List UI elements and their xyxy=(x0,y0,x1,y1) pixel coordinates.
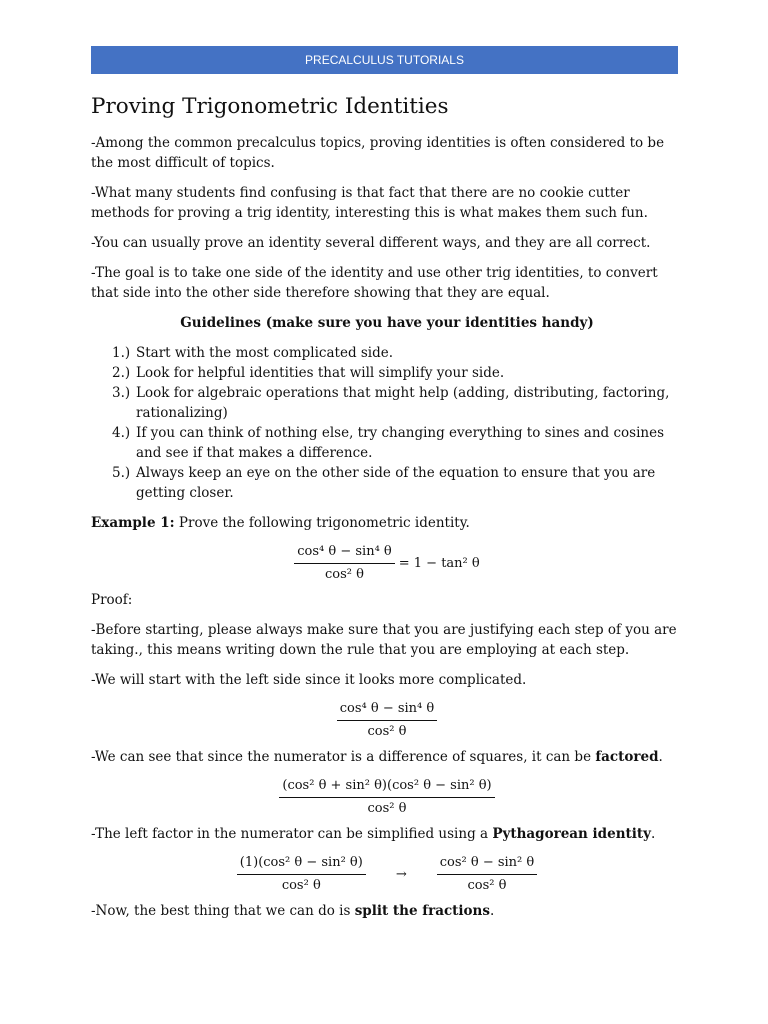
example-text: Prove the following trigonometric identity. xyxy=(174,515,470,531)
example-label: Example 1: xyxy=(91,515,175,531)
guideline-number: 4.) xyxy=(112,425,131,441)
equation-identity xyxy=(91,543,683,584)
fraction-numerator: cos⁴ θ − sin⁴ θ xyxy=(294,543,394,564)
intro-paragraph-1: -Among the common precalculus topics, proving identities is often considered to be the most difficult of topics. xyxy=(91,135,665,171)
guidelines-heading: Guidelines (make sure you have your identities handy) xyxy=(180,315,594,331)
guideline-text: If you can think of nothing else, try changing everything to sines and cosines and see if that makes a difference. xyxy=(136,425,665,461)
intro-paragraph-2: -What many students find confusing is that fact that there are no cookie cutter methods for proving a trig identity, interesting this is what makes them such fun. xyxy=(91,185,648,221)
fraction-denominator: cos² θ xyxy=(281,878,321,893)
equation-rhs: = 1 − tan² θ xyxy=(398,555,480,571)
text-segment: -Now, the best thing that we can do is xyxy=(91,903,355,919)
paragraph-split xyxy=(91,901,683,921)
fraction xyxy=(294,543,394,584)
fraction-numerator: cos² θ − sin² θ xyxy=(437,854,537,875)
fraction-numerator: (cos² θ + sin² θ)(cos² θ − sin² θ) xyxy=(279,777,494,798)
fraction-denominator: cos² θ xyxy=(367,801,407,816)
equation-simplified xyxy=(91,854,683,895)
fraction xyxy=(337,700,437,741)
page-title: Proving Trigonometric Identities xyxy=(91,94,449,119)
fraction-numerator: (1)(cos² θ − sin² θ) xyxy=(237,854,366,875)
text-segment: . xyxy=(658,749,663,765)
intro-paragraph-3: -You can usually prove an identity several different ways, and they are all correct. xyxy=(91,235,651,251)
guideline-number: 2.) xyxy=(112,365,131,381)
right-arrow-icon: → xyxy=(395,866,407,882)
guideline-number: 3.) xyxy=(112,385,131,401)
text-segment: . xyxy=(650,826,656,842)
equation-left-side xyxy=(91,700,683,741)
keyword-pythagorean-identity: Pythagorean identity xyxy=(492,826,651,842)
keyword-split-fractions: split the fractions xyxy=(354,903,490,919)
document-body xyxy=(91,92,683,931)
fraction-numerator: cos⁴ θ − sin⁴ θ xyxy=(337,700,437,721)
guidelines-list xyxy=(91,343,683,503)
text-segment: . xyxy=(489,903,495,919)
proof-label: Proof: xyxy=(91,592,133,608)
text-segment: -The left factor in the numerator can be simplified using a xyxy=(91,826,493,842)
guideline-item xyxy=(91,343,683,363)
example-1-statement xyxy=(91,513,683,533)
guideline-text: Always keep an eye on the other side of the equation to ensure that you are getting closer. xyxy=(136,465,656,501)
guideline-item xyxy=(91,463,683,503)
fraction xyxy=(279,777,494,818)
paragraph-factored xyxy=(91,747,683,767)
guideline-text: Look for algebraic operations that might help (adding, distributing, factoring, rationalizing) xyxy=(136,385,670,421)
guideline-number: 1.) xyxy=(112,345,131,361)
fraction xyxy=(237,854,366,895)
fraction-denominator: cos² θ xyxy=(325,567,364,582)
guideline-item xyxy=(91,423,683,463)
guideline-item xyxy=(91,383,683,423)
text-segment: -We can see that since the numerator is a difference of squares, it can be xyxy=(91,749,596,765)
fraction-denominator: cos² θ xyxy=(367,724,407,739)
intro-paragraph-4: -The goal is to take one side of the identity and use other trig identities, to convert that side into the other side therefore showing that they are equal. xyxy=(91,265,658,301)
fraction xyxy=(437,854,537,895)
paragraph-justify: -Before starting, please always make sure that you are justifying each step of you are taking., this means writing down the rule that you are employing at each step. xyxy=(91,622,677,658)
fraction-denominator: cos² θ xyxy=(467,878,507,893)
keyword-factored: factored xyxy=(595,749,659,765)
guideline-item xyxy=(91,363,683,383)
guideline-text: Look for helpful identities that will simplify your side. xyxy=(136,365,505,381)
page-header xyxy=(91,46,678,74)
equation-factored xyxy=(91,777,683,818)
paragraph-pythagorean xyxy=(91,824,683,844)
paragraph-left-side: -We will start with the left side since it looks more complicated. xyxy=(91,672,527,688)
guideline-number: 5.) xyxy=(112,465,131,481)
guideline-text: Start with the most complicated side. xyxy=(136,345,394,361)
header-title: PRECALCULUS TUTORIALS xyxy=(305,53,464,67)
